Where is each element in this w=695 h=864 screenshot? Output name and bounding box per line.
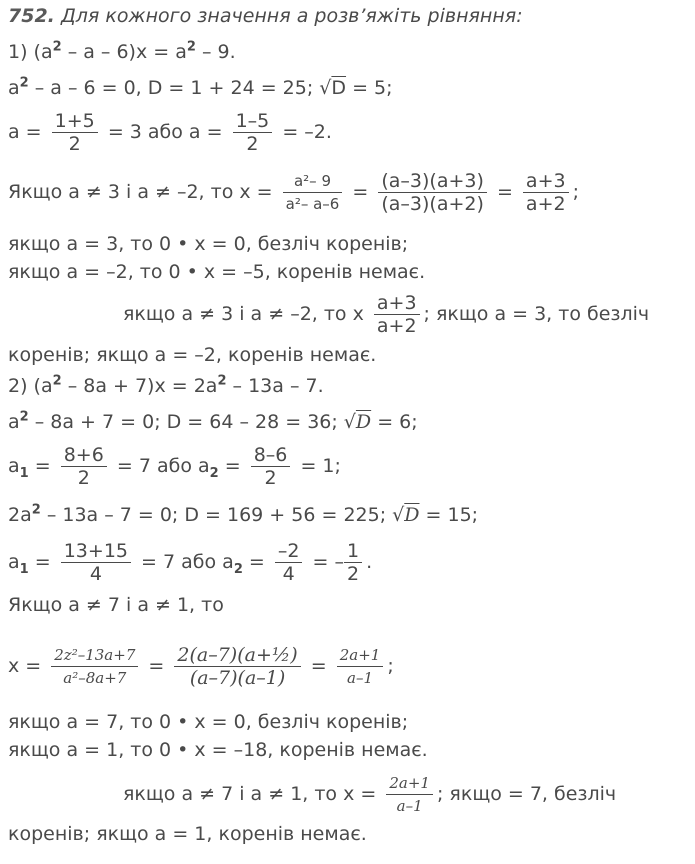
p1-equation: 1) $(а^2 - а - 6)х = а^2 - 9$. — [8, 39, 236, 63]
fraction: $\frac{1+5}{2}$ — [52, 110, 98, 155]
p1-roots: а = $\frac{1+5}{2}$ = 3 або а = $\frac{1-5}{2}$ = –2. — [8, 110, 332, 155]
fraction: $\frac{\text{2z²–13a+7}}{\text{a²–8a+7}}$ — [51, 644, 138, 689]
p2-general-solution: х = $\frac{\text{2z²–13a+7}}{\text{a²–8a+7}}$ = $\frac{\text{2(a–7)(a+½)}}{(a-7)(a-1)}$ = $\frac{2a+1}{a-1}$ ; — [8, 644, 394, 689]
p2-condition: Якщо а ≠ 7 і а ≠ 1, то — [8, 594, 224, 616]
fraction: $\frac{a+3}{a+2}$ — [523, 170, 569, 215]
p2-case-a7: якщо а = 7, то 0 • х = 0, безліч коренів; — [8, 711, 409, 733]
p1-answer-cont: коренів; якщо а = –2, коренів немає. — [8, 344, 377, 366]
problem-title — [8, 4, 523, 28]
p2-roots-2: $а_1$ = $\frac{13+15}{4}$ = 7 або $а_2$ = $\frac{-2}{4}$ = – $\frac{1}{2}$ . — [8, 540, 373, 585]
p2-equation: 2) $(а^2 - 8а + 7)х = 2а^2 - 13а - 7$. — [8, 373, 324, 397]
fraction: $\frac{1}{2}$ — [344, 540, 362, 585]
fraction: $\frac{1-5}{2}$ — [233, 110, 273, 155]
p2-answer-cont: коренів; якщо а = 1, коренів немає. — [8, 823, 367, 845]
problem-statement: Для кожного значення а розв’яжіть рівняння: — [60, 5, 523, 27]
p1-case-a3: якщо а = 3, то 0 • х = 0, безліч коренів; — [8, 233, 409, 255]
fraction: $\frac{13+15}{4}$ — [61, 540, 131, 585]
fraction: $\frac{8-6}{2}$ — [251, 444, 291, 489]
problem-number: 752. — [8, 5, 55, 27]
fraction: $\frac{2a+1}{a-1}$ — [386, 772, 433, 817]
p1-general-solution: Якщо а ≠ 3 і а ≠ –2, то х = $\frac{\text{a²– 9}}{\text{a²– a–6}}$ = $\frac{(a-3)(a+3)}{(a-3)(a+2)}$ = $\frac{a+3}{a+2}$ ; — [8, 170, 579, 215]
p2-discriminant-1: $а^2 - 8а + 7 = 0$; D = 64 – 28 = 36; √D = 6; — [8, 409, 418, 433]
p2-discriminant-2: $2а^2 - 13а - 7 = 0$; D = 169 + 56 = 225; √D = 15; — [8, 502, 479, 526]
p2-answer: якщо а ≠ 7 і а ≠ 1, то х = $\frac{2a+1}{a-1}$ ; якщо = 7, безліч — [123, 774, 617, 815]
p2-case-a1: якщо а = 1, то 0 • х = –18, коренів немає. — [8, 739, 428, 761]
fraction: $\frac{a+3}{a+2}$ — [374, 292, 420, 337]
fraction: $\frac{(a-3)(a+3)}{(a-3)(a+2)}$ — [378, 170, 487, 215]
fraction: $\frac{8+6}{2}$ — [61, 444, 107, 489]
p1-discriminant: $а^2 - а - 6 = 0$, D = 1 + 24 = 25; √D = 5; — [8, 75, 393, 99]
p1-case-am2: якщо а = –2, то 0 • х = –5, коренів немає. — [8, 261, 426, 283]
p2-roots-1: $а_1$ = $\frac{8+6}{2}$ = 7 або $а_2$ = $\frac{8-6}{2}$ = 1; — [8, 444, 341, 489]
fraction: $\frac{\text{2(a–7)(a+½)}}{(a-7)(a-1)}$ — [174, 644, 300, 689]
p1-answer: якщо а ≠ 3 і а ≠ –2, то х $\frac{a+3}{a+2}$ ; якщо а = 3, то безліч — [123, 292, 650, 337]
fraction: $\frac{\text{a²– 9}}{\text{a²– a–6}}$ — [283, 170, 343, 215]
fraction: $\frac{-2}{4}$ — [275, 540, 303, 585]
fraction: $\frac{2a+1}{a-1}$ — [337, 644, 384, 689]
